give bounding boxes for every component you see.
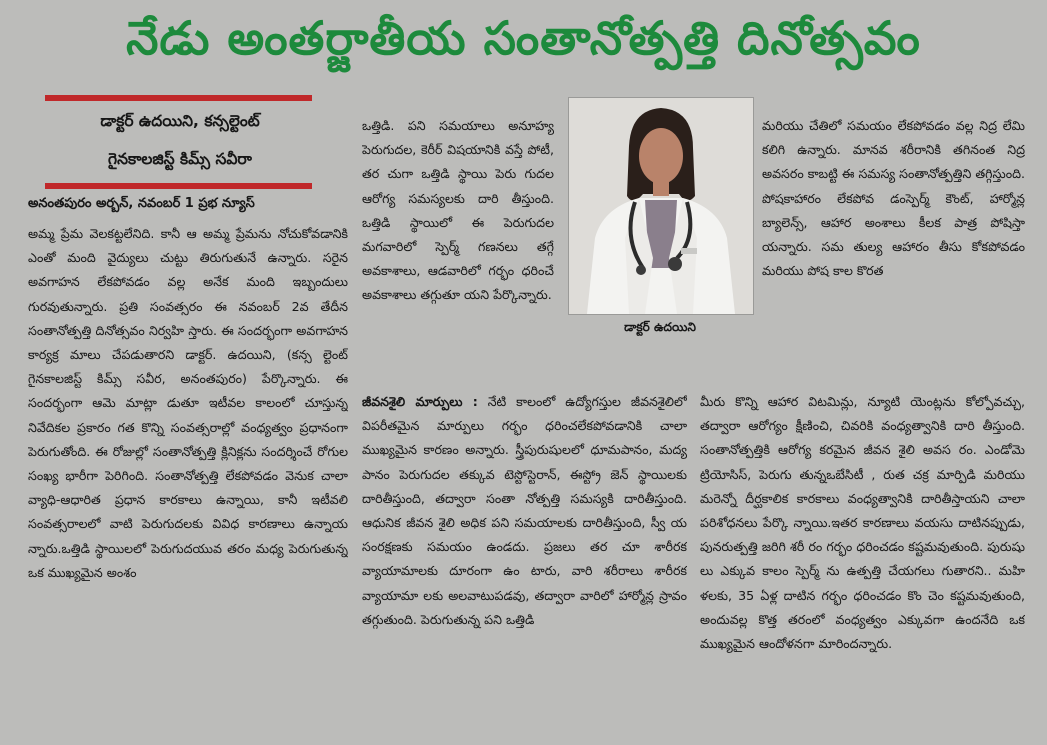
doctor-photo xyxy=(568,97,754,315)
article-column-3-top xyxy=(762,114,1025,386)
article-paragraph: ఒత్తిడి. పని సమయాలు అనూహ్య పెరుగుదల, కెరీర్ విషయానికి వస్తే పోటీ, తర చుగా ఒత్తిడి స్థాయి పెరు గుదల ఆరోగ్య సమస్యలకు దారి తీస్తుంది. ఒత్తిడి స్థాయిలో ఈ పెరుగుదల మగవారిలో స్పెర్మ్ గణనలు తగ్గే అవకాశాలు, ఆడవారిలో గర్భం ధరించే అవకాశాలు తగ్గుతూ యని పేర్కొన్నారు. xyxy=(362,118,554,303)
byline-top-rule xyxy=(45,95,312,101)
section-text: నేటి కాలంలో ఉద్యోగస్తుల జీవనశైలిలో విపరీతమైన మార్పులు గర్భం ధరించలేకపోవడానికి చాలా ముఖ్యమైన కారణం అన్నారు. స్త్రీపురుషులలో ధూమపానం, మద్య పానం పెరుగుదల తక్కువ టెస్టోస్టెరాన్, ఈస్ట్రో జెన్ స్థాయిలకు దారితీస్తుంది, తద్వారా సంతా నోత్పత్తి సమస్యకి దారితీస్తుంది. ఆధునిక జీవన శైలి అధిక పని సమయాలకు దారితీస్తుంది, స్వీ య సంరక్షణకు సమయం ఉండదు. ప్రజలు తర చూ శారీరక వ్యాయామాలకు దూరంగా ఉం టారు, వారి శరీరాలు శారీరక వ్యాయామా లకు అలవాటుపడవు, తద్వారా వారిలో హార్మోన్ల స్రావం తగ్గుతుంది. పెరుగుతున్న పని ఒత్తిడి xyxy=(362,394,687,627)
section-subhead: జీవనశైలి మార్పులు : xyxy=(362,394,478,409)
article-column-2-top xyxy=(362,114,554,384)
article-column-1 xyxy=(28,222,348,722)
article-paragraph: మీరు కొన్ని ఆహార విటమిన్లు, న్యూటి యెంట్లను కోల్పోవచ్చు, తద్వారా ఆరోగ్యం క్షీణించి, చివరికి వంధ్యత్వానికి దారి తీస్తుంది. సంతానోత్పత్తికి ఆరోగ్య కరమైన జీవన శైలి అవస రం. ఎండోమె ట్రియోసిస్, పెరుగు తున్నఒబేసిటీ , రుత చక్ర మార్పిడి మరియు మరెన్నో దీర్ఘకాలిక కారకాలు వంధ్యత్వానికి దారితీస్తాయని చాలా పరిశోధనలు పేర్కొ న్నాయి.ఇతర కారణాలు వయసు దాటినప్పుడు, పునరుత్పత్తి జరిగి శరీ రం గర్భం ధరించడం కష్టమవుతుంది. పురుషు లు ఎక్కువ కాలం స్పెర్మ్ ను ఉత్పత్తి చేయగలు గుతారని.. మహి ళలకు, 35 ఏళ్ల దాటిన గర్భం ధరించడం కొం చెం కష్టమవుతుంది, అందువల్ల కొత్త తరంలో వంధ్యత్వం ఎక్కువగా ఉందనేది ఒక ముఖ్యమైన ఆందోళనగా మారిందన్నారు. xyxy=(700,394,1025,652)
article-column-3-bottom xyxy=(700,390,1025,722)
photo-caption: డాక్టర్ ఉదయిని xyxy=(624,320,696,334)
article-column-2-bottom xyxy=(362,390,687,722)
byline-bottom-rule xyxy=(45,183,312,189)
byline-line-2: గైనకాలజిస్ట్ కిమ్స్ సవీరా xyxy=(108,150,252,168)
article-paragraph xyxy=(362,390,687,632)
article-paragraph: మరియు చేతిలో సమయం లేకపోవడం వల్ల నిద్ర లేమి కలిగి ఉన్నారు. మానవ శరీరానికి తగినంత నిద్ర అవసరం కాబట్టి ఈ సమస్య సంతానోత్పత్తిని తగ్గిస్తుంది. పోషకాహారం లేకపోవ డంస్పెర్మ్ కౌంట్, హార్మోన్ల బ్యాలెన్స్, ఆహార అంశాలు కీలక పాత్ర పోషిస్తా యన్నారు. సమ తుల్య ఆహారం తీసు కోకపోవడం మరియు పోష కాల కొరత xyxy=(762,118,1025,279)
article-paragraph: అమ్మ ప్రేమ వెలకట్టలేనిది. కానీ ఆ అమ్మ ప్రేమను నోచుకోవడానికి ఎంతో మంది వైద్యులు చుట్టు తిరుగుతునే ఉన్నారు. సరైన అవగాహన లేకపోవడం వల్ల అనేక మంది ఇబ్బందులు గురవుతున్నారు. ప్రతి సంవత్సరం ఈ నవంబర్ 2వ తేదీన సంతానోత్పత్తి దినోత్సవం నిర్వహి స్తారు. ఈ సందర్భంగా అవగాహన కార్యక్ర మాలు చేపడుతారని డాక్టర్. ఉదయిని, (కన్స ల్టెంట్ గైనకాలజిస్ట్ కిమ్స్ సవీర, అనంతపురం) పేర్కొన్నారు. ఈ సందర్భంగా ఆమె మాట్లా డుతూ ఇటీవల కాలంలో చూస్తున్న నివేదికల ప్రకారం గత కొన్ని సంవత్సరాల్లో వంధ్యత్వం ప్రధానంగా పెరుగుతోంది. ఈ రోజుల్లో సంతానోత్పత్తి క్లినిక్లను సందర్శించే రోగుల సంఖ్య భారీగా పెరిగింది. సంతానోత్పత్తి లేకపోవడం వెనుక చాలా వ్యాధి-ఆధారిత ప్రధాన కారకాలు ఉన్నాయి, కానీ ఇటీవలి సంవత్సరాలలో వాటి పెరుగుదలకు వివిధ కారణాలు ఉన్నాయ న్నారు.ఒత్తిడి స్థాయిలలో పెరుగుదయువ తరం మధ్య పెరుగుతున్న ఒక ముఖ్యమైన అంశం xyxy=(28,226,348,580)
byline-line-1: డాక్టర్ ఉదయిని, కన్సల్టెంట్ xyxy=(100,112,260,130)
dateline: అనంతపురం అర్బన్, నవంబర్ 1 ప్రభ న్యూస్ xyxy=(28,196,255,211)
headline: నేడు అంతర్జాతీయ సంతానోత్పత్తి దినోత్సవం xyxy=(126,11,921,65)
doctor-portrait-image xyxy=(569,98,753,314)
